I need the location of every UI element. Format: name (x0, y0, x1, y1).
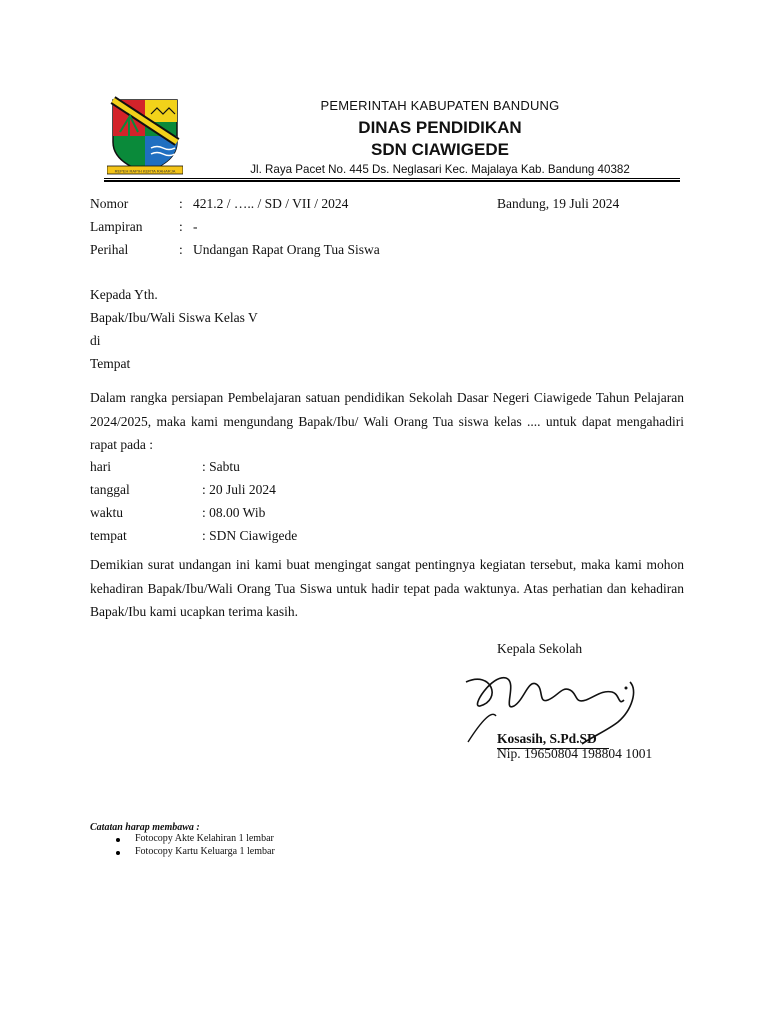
notes-title: Catatan harap membawa : (90, 822, 200, 833)
government-name: PEMERINTAH KABUPATEN BANDUNG (320, 98, 560, 113)
place-date: Bandung, 19 Juli 2024 (497, 196, 620, 211)
lampiran-value: - (193, 219, 198, 234)
signatory-name: Kosasih, S.Pd.SD (497, 731, 597, 746)
schedule-label: hari (90, 459, 111, 474)
signature-title: Kepala Sekolah (497, 641, 583, 656)
header-divider-thick (104, 180, 680, 182)
bullet-icon (116, 851, 120, 855)
logo-motto: REPEH RAPIH KERTA RAHARJA (114, 168, 176, 174)
signatory-nip: Nip. 19650804 198804 1001 (497, 746, 653, 761)
schedule-label: tanggal (90, 482, 130, 497)
schedule-value: : 08.00 Wib (202, 505, 266, 520)
nomor-label: Nomor (90, 196, 129, 211)
nomor-colon: : (179, 196, 183, 211)
perihal-label: Perihal (90, 242, 129, 257)
perihal-value: Undangan Rapat Orang Tua Siswa (193, 242, 380, 257)
recipient-di: di (90, 333, 101, 348)
bullet-icon (116, 838, 120, 842)
recipient-place: Tempat (90, 356, 131, 371)
schedule-label: waktu (90, 505, 123, 520)
body-paragraph-1: Dalam rangka persiapan Pembelajaran satuan pendidikan Sekolah Dasar Negeri Ciawigede Tahun Pelajaran 2024/2025, maka kami mengundang Bapak/Ibu/ Wali Orang Tua siswa kelas .... untuk dapat mengahadiri rapat pada : (90, 390, 684, 452)
nomor-value: 421.2 / ….. / SD / VII / 2024 (193, 196, 349, 211)
note-item: Fotocopy Kartu Keluarga 1 lembar (135, 846, 275, 857)
schedule-value: : 20 Juli 2024 (202, 482, 276, 497)
recipient-salutation: Kepada Yth. (90, 287, 158, 302)
schedule-value: : SDN Ciawigede (202, 528, 298, 543)
school-name: SDN CIAWIGEDE (371, 140, 509, 159)
lampiran-colon: : (179, 219, 183, 234)
lampiran-label: Lampiran (90, 219, 143, 234)
recipient-name: Bapak/Ibu/Wali Siswa Kelas V (90, 310, 258, 325)
schedule-label: tempat (90, 528, 127, 543)
note-item: Fotocopy Akte Kelahiran 1 lembar (135, 833, 274, 844)
header-divider-thin (104, 178, 680, 179)
department-name: DINAS PENDIDIKAN (358, 118, 522, 137)
body-paragraph-2: Demikian surat undangan ini kami buat mengingat sangat pentingnya kegiatan tersebut, maka kami mohon kehadiran Bapak/Ibu/Wali Orang Tua Siswa untuk hadir tepat pada waktunya. Atas perhatian dan kehadiran Bapak/Ibu kami ucapkan terima kasih. (90, 557, 684, 619)
school-address: Jl. Raya Pacet No. 445 Ds. Neglasari Kec. Majalaya Kab. Bandung 40382 (250, 163, 630, 176)
perihal-colon: : (179, 242, 183, 257)
schedule-value: : Sabtu (202, 459, 240, 474)
